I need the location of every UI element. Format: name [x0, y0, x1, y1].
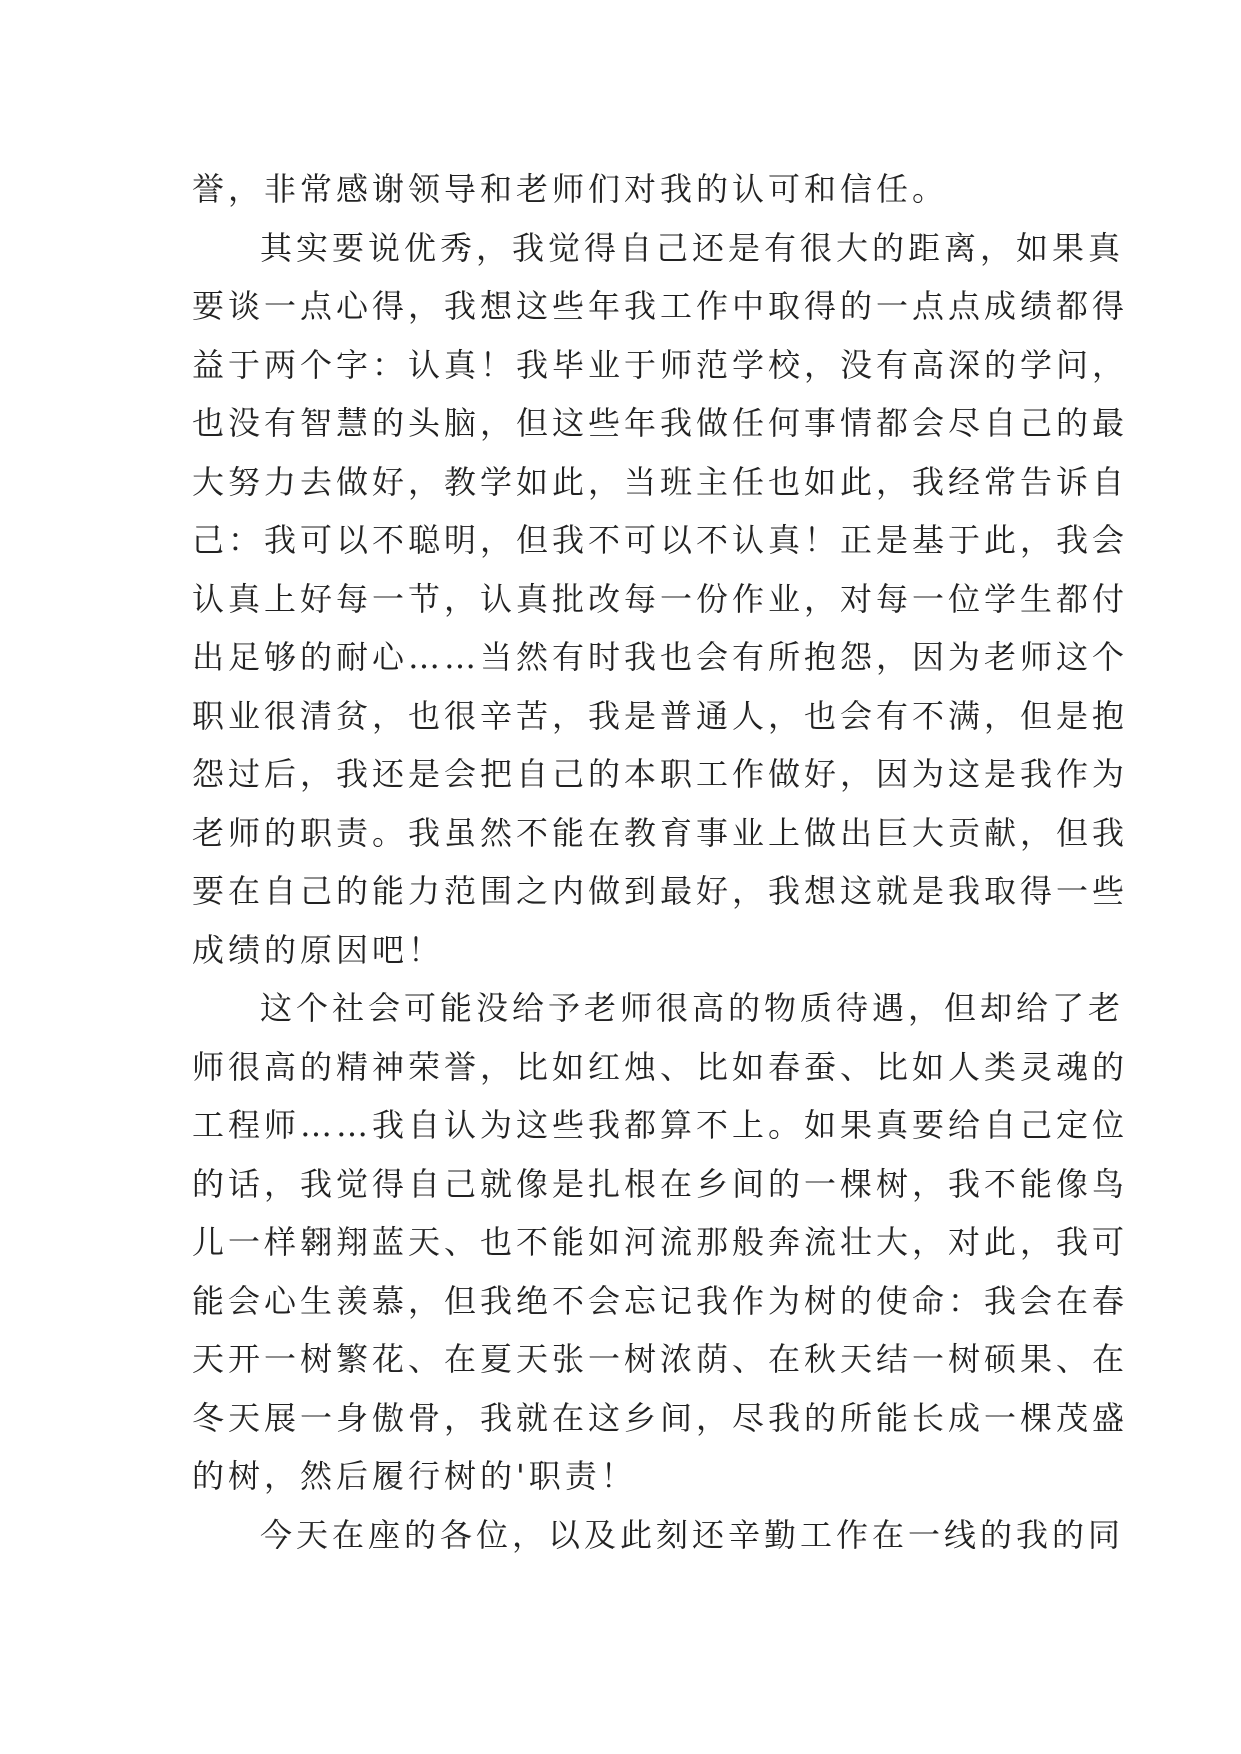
paragraph-3 [192, 979, 1129, 1506]
text-line: 冬天展一身傲骨，我就在这乡间，尽我的所能长成一棵茂盛 [192, 1398, 1129, 1437]
body-text [192, 160, 1129, 1564]
paragraph-2 [192, 219, 1129, 980]
text-line: 天开一树繁花、在夏天张一树浓荫、在秋天结一树硕果、在 [192, 1340, 1129, 1378]
text-line: 誉，非常感谢领导和老师们对我的认可和信任。 [192, 170, 949, 208]
text-line: 的树，然后履行树的'职责！ [192, 1457, 637, 1495]
text-line: 能会心生羡慕，但我绝不会忘记我作为树的使命：我会在春 [192, 1281, 1129, 1320]
text-line: 工程师……我自认为这些我都算不上。如果真要给自己定位 [192, 1106, 1129, 1144]
text-line: 出足够的耐心……当然有时我也会有所抱怨，因为老师这个 [192, 638, 1129, 676]
text-line: 己：我可以不聪明，但我不可以不认真！正是基于此，我会 [192, 521, 1129, 559]
text-line: 成绩的原因吧！ [192, 930, 445, 969]
text-line: 儿一样翱翔蓝天、也不能如河流那般奔流壮大，对此，我可 [192, 1223, 1129, 1261]
text-line: 也没有智慧的头脑，但这些年我做任何事情都会尽自己的最 [192, 404, 1129, 442]
text-line: 大努力去做好，教学如此，当班主任也如此，我经常告诉自 [192, 462, 1129, 501]
paragraph-1 [192, 160, 1062, 219]
text-line: 今天在座的各位，以及此刻还辛勤工作在一线的我的同 [260, 1515, 1125, 1554]
text-line: 怨过后，我还是会把自己的本职工作做好，因为这是我作为 [192, 755, 1129, 793]
text-line: 益于两个字：认真！我毕业于师范学校，没有高深的学问， [192, 345, 1129, 384]
text-line: 要谈一点心得，我想这些年我工作中取得的一点点成绩都得 [192, 287, 1129, 325]
paragraph-4 [192, 1506, 1125, 1565]
text-line: 认真上好每一节，认真批改每一份作业，对每一位学生都付 [192, 579, 1129, 618]
text-line: 这个社会可能没给予老师很高的物质待遇，但却给了老 [260, 989, 1125, 1027]
text-line: 老师的职责。我虽然不能在教育事业上做出巨大贡献，但我 [192, 813, 1129, 852]
text-line: 的话，我觉得自己就像是扎根在乡间的一棵树，我不能像鸟 [192, 1164, 1129, 1203]
text-line: 师很高的精神荣誉，比如红烛、比如春蚕、比如人类灵魂的 [192, 1047, 1129, 1086]
text-line: 要在自己的能力范围之内做到最好，我想这就是我取得一些 [192, 872, 1129, 910]
text-line: 其实要说优秀，我觉得自己还是有很大的距离，如果真 [260, 228, 1125, 267]
text-line: 职业很清贫，也很辛苦，我是普通人，也会有不满，但是抱 [192, 696, 1129, 735]
